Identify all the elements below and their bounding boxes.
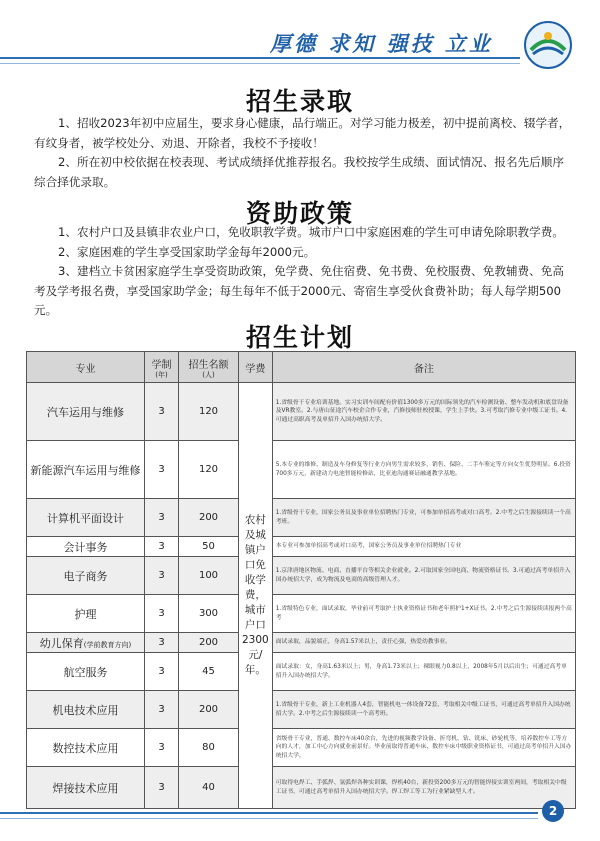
major-name: 计算机平面设计 xyxy=(47,511,124,525)
header-quota-label: 招生名额 xyxy=(188,359,229,371)
table-row xyxy=(27,691,576,729)
header-divider xyxy=(0,57,520,59)
school-logo-icon xyxy=(523,20,573,70)
cell-years: 3 xyxy=(145,499,179,537)
cell-quota: 45 xyxy=(179,653,239,691)
cell-major xyxy=(27,729,145,767)
header-years-unit: (年) xyxy=(155,370,168,379)
cell-major xyxy=(27,383,145,441)
cell-note: 面试录取：女，身高1.63米以上；男，身高1.73米以上；裸眼视力0.8以上，2008年5月以后出生；可通过高考单招升入国办统招大学。 xyxy=(272,653,575,691)
table-row xyxy=(27,499,576,537)
cell-major xyxy=(27,691,145,729)
footer-divider-thin xyxy=(0,818,538,819)
cell-quota: 40 xyxy=(179,767,239,809)
header-note: 备注 xyxy=(272,352,575,383)
cell-note: 本专业可参加单招高考或对口高考，国家公务员及事业单位招聘热门专业 xyxy=(272,537,575,557)
major-name: 数控技术应用 xyxy=(52,741,119,755)
cell-note: 1.省级骨干专业，国家公务员及事业单位招聘热门专业，可参加单招高考或对口高考。2.中考之后生源接续读一个高考班。 xyxy=(272,499,575,537)
cell-note: 省级骨干专业，普通、数控车床40余台，先进的视频教学设备、折弯机、钻、铣床、砂轮机等，培养数控车工等方向的人才，加工中心方向就业前景好。毕业前取得普通车床、数控车床中级职业资格证书，可通过高考单招升入国办统招大学。 xyxy=(272,729,575,767)
cell-quota: 100 xyxy=(179,557,239,595)
aid-item-2: 2、家庭困难的学生享受国家助学金每年2000元。 xyxy=(58,244,316,259)
aid-item-3: 3、建档立卡贫困家庭学生享受资助政策，免学费、免住宿费、免书费、免校服费、免教辅费、免高考及学考报名费，享受国家助学金；每生每年不低于2000元、寄宿生享受伙食费补助；每人每学期500元。 xyxy=(34,264,564,317)
footer-divider xyxy=(0,812,538,814)
table-row xyxy=(27,729,576,767)
cell-years: 3 xyxy=(145,383,179,441)
admission-item-2: 2、所在初中校依据在校表现、考试成绩择优推荐报名。我校按学生成绩、面试情况、报名先后顺序综合择优录取。 xyxy=(34,155,564,189)
table-row xyxy=(27,595,576,633)
admission-text xyxy=(34,114,574,192)
cell-years: 3 xyxy=(145,767,179,809)
cell-fee: 农村及城镇户口免收学费，城市户口2300元/年。 xyxy=(239,383,273,809)
cell-major xyxy=(27,595,145,633)
major-name: 焊接技术应用 xyxy=(52,781,119,795)
cell-quota: 200 xyxy=(179,691,239,729)
cell-major xyxy=(27,499,145,537)
cell-major xyxy=(27,441,145,499)
cell-years: 3 xyxy=(145,729,179,767)
aid-policy-title: 资助政策 xyxy=(245,199,354,228)
cell-note: 1.省级骨干专业，新上工业机器人4套，智能机电一体设备72套，考取相关中级工证书，可通过高考单招升入国办统招大学。2.中考之后生源接续读一个高考班。 xyxy=(272,691,575,729)
major-name: 会计事务 xyxy=(63,540,108,554)
major-name: 机电技术应用 xyxy=(52,703,119,717)
cell-years: 3 xyxy=(145,441,179,499)
table-row xyxy=(27,441,576,499)
cell-major xyxy=(27,537,145,557)
cell-note: 1.京津唐地区物流、电商、直播平台等相关企业就业。2.可取国家全国电商、物流资格证书。3.可通过高考单招升入国办统招大学，成为物流及电商的高级管理人才。 xyxy=(272,557,575,595)
cell-years: 3 xyxy=(145,557,179,595)
cell-years: 3 xyxy=(145,537,179,557)
table-row xyxy=(27,383,576,441)
cell-quota: 300 xyxy=(179,595,239,633)
major-name: 汽车运用与维修 xyxy=(47,405,124,419)
major-sub: (学前教育方向) xyxy=(83,640,132,649)
cell-years: 3 xyxy=(145,633,179,653)
table-row xyxy=(27,767,576,809)
cell-years: 3 xyxy=(145,595,179,633)
plan-title: 招生计划 xyxy=(245,323,354,352)
header-quota-unit: (人) xyxy=(202,370,215,379)
cell-quota: 200 xyxy=(179,633,239,653)
header-quota xyxy=(179,352,239,383)
cell-quota: 200 xyxy=(179,499,239,537)
cell-years: 3 xyxy=(145,691,179,729)
cell-quota: 80 xyxy=(179,729,239,767)
major-name: 电子商务 xyxy=(63,569,108,583)
cell-quota: 50 xyxy=(179,537,239,557)
major-name: 航空服务 xyxy=(63,665,108,679)
enrollment-plan-table xyxy=(26,351,576,809)
cell-note: 可取得电焊工、手弧焊、氩弧焊各种实训课，焊机40台，新投资200多万元的智能焊接实训室两间，考取相关中级工证书，可通过高考单招升入国办统招大学。焊工焊工等工为行业紧缺型人才。 xyxy=(272,767,575,809)
header-major: 专业 xyxy=(27,352,145,383)
cell-note: 面试录取，品貌端正，身高1.57米以上，责任心强，热爱幼教事业。 xyxy=(272,633,575,653)
cell-major xyxy=(27,633,145,653)
page-number: 2 xyxy=(542,800,564,822)
header-fee: 学费 xyxy=(239,352,273,383)
cell-note: 1.省级特色专业，面试录取，毕业前可考取护士执业资格证书和老年照护1+X证书。2.中考之后生源接续读报两个高考 xyxy=(272,595,575,633)
table-header-row xyxy=(27,352,576,383)
cell-quota: 120 xyxy=(179,441,239,499)
admission-item-1: 1、招收2023年初中应届生，要求身心健康，品行端正。对学习能力极差，初中提前离校、辍学者，有纹身者，被学校处分、劝退、开除者，我校不予接收！ xyxy=(34,116,571,150)
school-motto: 厚德 求知 强技 立业 xyxy=(270,31,493,56)
cell-note: 1.省级骨干专业培训基地。实习实训车间配有价值1300多万元的国际领先的汽车检测设备、整车发动机和底盘设备及VR教室。2.与唐山征途汽车校企合作专业，汽修技师驻校授课，学生上手快。3.可考取汽修专业中级工证书。4.可通过高职高考及单招升入国办统招大学。 xyxy=(272,383,575,441)
admission-title: 招生录取 xyxy=(245,87,354,116)
cell-note: 5.本专业的维修、制造及车身修复等行业方向男生需求较多，销售、保险、二手车鉴定等方向女生优势明显。6.投资700多万元，新建动力电池智能检修站，比亚迪沟通赛证融通教学基地。 xyxy=(272,441,575,499)
cell-years: 3 xyxy=(145,653,179,691)
major-name: 护理 xyxy=(74,607,97,621)
table-row xyxy=(27,537,576,557)
cell-major xyxy=(27,557,145,595)
header-bar xyxy=(0,0,600,72)
aid-item-1: 1、农村户口及县镇非农业户口，免收职教学费。城市户口中家庭困难的学生可申请免除职教学费。 xyxy=(58,225,564,239)
cell-quota: 120 xyxy=(179,383,239,441)
table-row xyxy=(27,653,576,691)
cell-major xyxy=(27,653,145,691)
header-divider-thin xyxy=(0,63,520,64)
table-row xyxy=(27,633,576,653)
cell-major xyxy=(27,767,145,809)
major-name: 新能源汽车运用与维修 xyxy=(30,463,141,477)
header-years-label: 学制 xyxy=(151,359,172,371)
header-years xyxy=(145,352,179,383)
table-row xyxy=(27,557,576,595)
major-name: 幼儿保育 xyxy=(39,636,84,650)
aid-policy-text xyxy=(34,223,574,321)
